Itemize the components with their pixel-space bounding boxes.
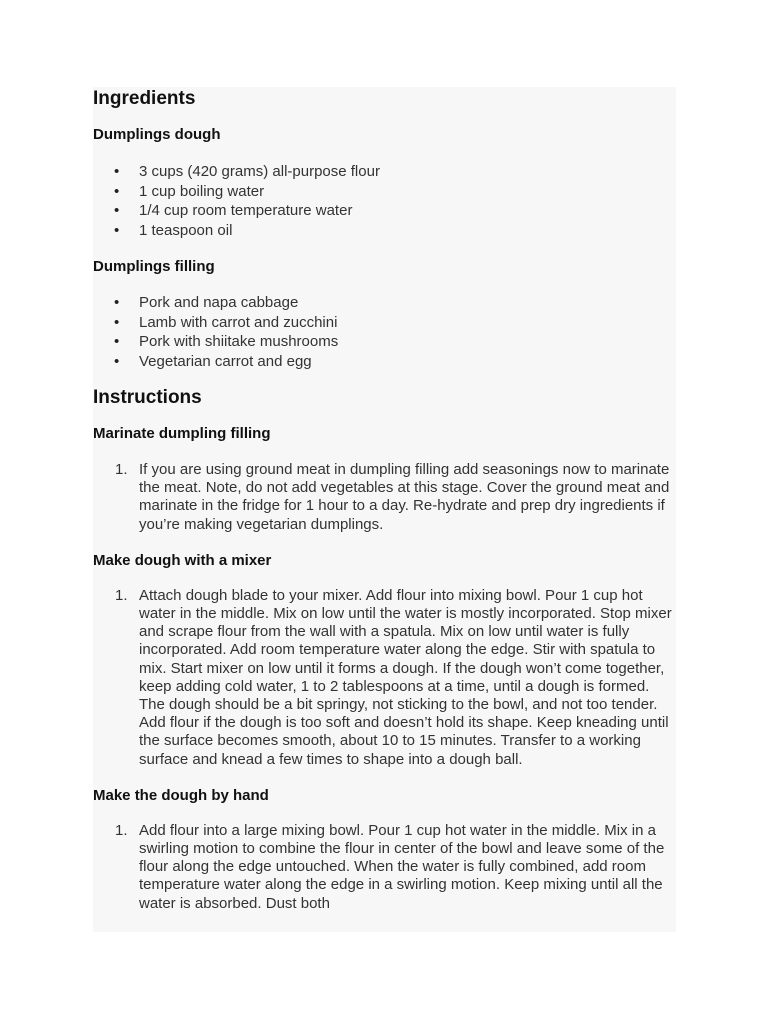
filling-heading: Dumplings filling [93,258,215,275]
step-text: If you are using ground meat in dumpling filling add seasonings now to marinate the meat. Note, do not add vegetables at this stage. Cover the ground meat and marinate in the fridge for 1 hour to a day. Re-hydrate and prep dry ingredients if you’re making vegetarian dumplings. [139,461,670,533]
step-text: Add flour into a large mixing bowl. Pour 1 cup hot water in the middle. Mix in a swirling motion to combine the flour in center of the bowl and leave some of the flour along the edge untouched. When the water is fully combined, add room temperature water along the edge in a swirling motion. Keep mixing until all the water is absorbed. Dust both [139,821,665,912]
step-heading-marinate: Marinate dumpling filling [93,425,271,442]
step-list-mixer [93,587,676,769]
list-item: • Pork and napa cabbage [93,293,676,313]
list-item: • 1 cup boiling water [93,182,676,202]
step-heading-by-hand: Make the dough by hand [93,786,269,804]
ingredients-heading: Ingredients [93,88,196,109]
list-item: • 3 cups (420 grams) all-purpose flour [93,162,676,182]
list-item [93,587,676,769]
list-item: • 1 teaspoon oil [93,221,676,241]
step-number: 1. [115,586,128,604]
dough-ingredient-list [93,162,676,240]
step-list-marinate [93,461,676,534]
list-item [93,822,676,913]
step-list-by-hand [93,822,676,913]
list-item [93,461,676,534]
list-item: • Lamb with carrot and zucchini [93,313,676,333]
list-item: • Pork with shiitake mushrooms [93,332,676,352]
step-number: 1. [115,461,128,478]
list-item: • 1/4 cup room temperature water [93,201,676,221]
step-heading-mixer: Make dough with a mixer [93,551,272,569]
instructions-heading: Instructions [93,387,202,408]
instructions-section [93,385,676,913]
step-text: Attach dough blade to your mixer. Add flour into mixing bowl. Pour 1 cup hot water in the middle. Mix on low until the water is mostly incorporated. Stop mixer and scrape flour from the wall with a spatula. Mix on low until water is fully incorporated. Add room temperature water along the edge. Stir with spatula to mix. Start mixer on low until it forms a dough. If the dough won’t come together, keep adding cold water, 1 to 2 tablespoons at a time, until a dough is formed. The dough should be a bit springy, not sticking to the bowl, and not too tender. Add flour if the dough is too soft and doesn’t hold its shape. Keep kneading until the surface becomes smooth, about 10 to 15 minutes. Transfer to a working surface and knead a few times to shape into a dough ball. [139,586,672,768]
dough-heading: Dumplings dough [93,126,221,143]
list-item: • Vegetarian carrot and egg [93,352,676,372]
recipe-document [93,84,676,913]
ingredients-section [93,86,676,371]
step-number: 1. [115,821,128,839]
filling-ingredient-list [93,293,676,371]
